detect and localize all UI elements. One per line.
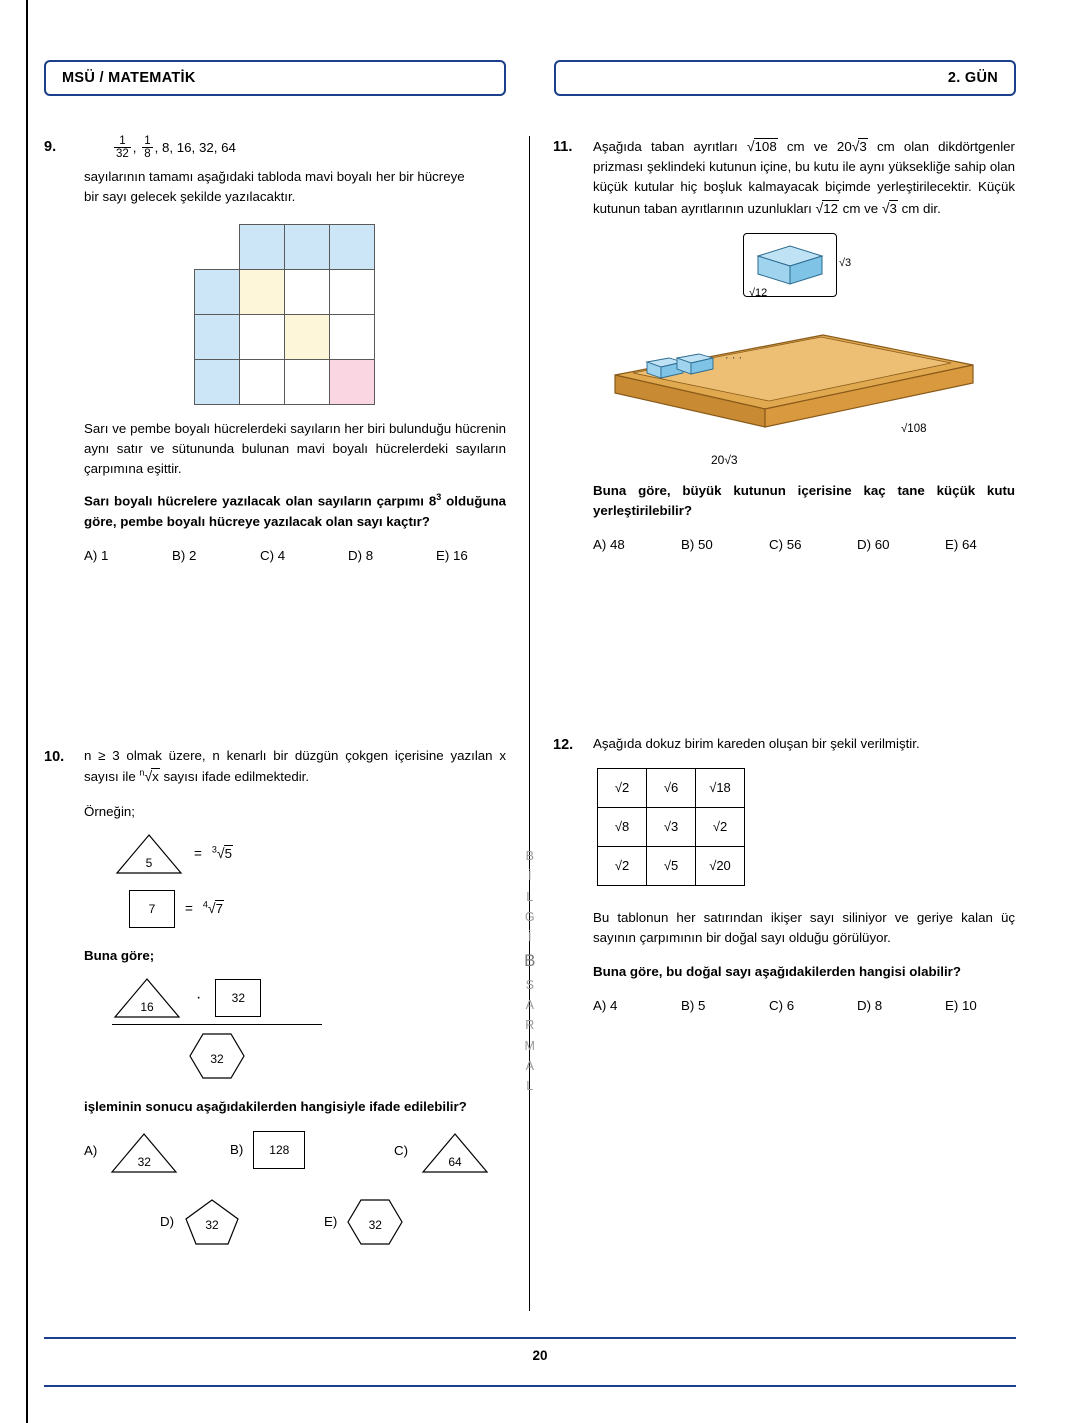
q11-stem-e: cm dir. (897, 200, 941, 216)
header-subject-label: MSÜ / MATEMATİK (62, 70, 196, 86)
root-radicand: 5 (224, 846, 232, 862)
svg-text:· · ·: · · · (725, 351, 743, 364)
header-subject-box (44, 60, 506, 96)
choice-b-label: B) (230, 1142, 244, 1158)
fraction-1-32: $\frac{1}{32}$ (116, 135, 129, 161)
sqrt-icon: √3 (881, 199, 897, 216)
choice-b[interactable]: B) 5 (681, 998, 706, 1014)
table-row (195, 269, 375, 314)
big-box-icon (573, 313, 993, 453)
page-content (44, 60, 1016, 1360)
sqrt-icon: √3 (851, 138, 867, 154)
table-row (598, 846, 745, 885)
fraction-bar (112, 1024, 322, 1025)
grid-cell-yellow (285, 314, 330, 359)
grid-cell-blue (195, 314, 240, 359)
q9-p3-exponent: 3 (436, 492, 442, 503)
fourth-root-icon: $^4$√7 (202, 899, 223, 917)
triangle-value: 32 (137, 1155, 151, 1170)
choice-a[interactable]: A) 1 (84, 547, 109, 563)
question-12-number: 12. (553, 736, 574, 753)
table-cell: √3 (647, 807, 696, 846)
root-index: 3 (211, 844, 217, 855)
page-number: 20 (532, 1348, 548, 1363)
sqrt-icon: √12 (815, 199, 838, 216)
question-10-stem (84, 746, 506, 787)
choice-e[interactable]: E) 64 (945, 537, 977, 553)
triangle-shape (109, 1131, 179, 1175)
grid-cell-blue (285, 224, 330, 269)
question-9-line1: sayılarının tamamı aşağıdaki tabloda mavi boyalı her bir hücreye (84, 169, 465, 185)
equals-sign: = (185, 900, 193, 916)
grid-cell-yellow (240, 269, 285, 314)
square-value: 32 (231, 990, 245, 1005)
question-11 (553, 136, 1015, 556)
square-shape (129, 890, 175, 928)
root-radicand: 12 (823, 200, 838, 216)
square-shape (215, 979, 261, 1017)
question-10-number: 10. (44, 749, 65, 766)
square-value: 128 (269, 1143, 290, 1158)
question-9 (44, 136, 506, 566)
choice-e[interactable]: E) 16 (436, 547, 468, 563)
triangle-value: 5 (145, 855, 153, 870)
question-11-stem (593, 136, 1015, 219)
q11-stem-c: cm olan dikdörtgenler prizması şeklindeki kutunun içine, bu kutu ile aynı yüksekliğe sahip olan küçük kutular hiç boşluk kalmayacak biçimde yerleştirilecektir. Küçük kutunun taban ayrıtlarının uzunlukları (593, 139, 1015, 216)
hexagon-value: 32 (368, 1218, 382, 1233)
question-10 (44, 746, 506, 1261)
nth-root-icon: $^n$√x (139, 767, 159, 785)
grid-cell-white (240, 359, 285, 404)
left-column (44, 136, 506, 1261)
question-11-choices (593, 535, 1015, 555)
page-left-rule (26, 0, 28, 1423)
q11-stem-d: cm ve (838, 200, 882, 216)
choice-e[interactable] (324, 1197, 403, 1247)
footer-rule-top (44, 1337, 1016, 1339)
triangle-value: 16 (140, 1000, 154, 1015)
triangle-value: 64 (448, 1155, 462, 1170)
grid-cell-blue (195, 359, 240, 404)
root-radicand: 3 (859, 139, 867, 154)
question-10-example-label: Örneğin; (84, 803, 135, 819)
choice-d[interactable] (160, 1197, 240, 1247)
hexagon-shape (189, 1031, 245, 1081)
question-9-sequence: , 8, 16, 32, 64 (154, 140, 236, 156)
table-row (598, 768, 745, 807)
question-11-figure (553, 233, 1015, 503)
pentagon-shape (184, 1197, 240, 1247)
question-11-question: Buna göre, büyük kutunun içerisine kaç tane küçük kutu yerleştirilebilir? (593, 482, 1015, 519)
choice-c-label: C) (394, 1143, 409, 1159)
question-9-number: 9. (44, 139, 57, 155)
equals-sign: = (194, 845, 202, 861)
question-12-choices (593, 996, 1015, 1016)
choice-d-label: D) (160, 1214, 175, 1230)
question-11-number: 11. (553, 139, 573, 155)
question-10-example-2 (129, 890, 506, 928)
grid-cell-white (330, 269, 375, 314)
page-header (44, 60, 1016, 96)
right-column (553, 136, 1015, 1017)
square-value: 7 (148, 901, 156, 916)
question-10-example-1 (114, 832, 506, 876)
choice-c[interactable]: C) 4 (260, 547, 286, 563)
root-radicand: 108 (754, 139, 777, 154)
q11-stem-a: Aşağıda taban ayrıtları (593, 139, 747, 154)
question-12-question: Buna göre, bu doğal sayı aşağıdakilerden hangisi olabilir? (593, 964, 961, 980)
table-cell: √5 (647, 846, 696, 885)
question-9-choices (84, 546, 506, 566)
choice-c[interactable] (394, 1131, 490, 1175)
table-cell: √8 (598, 807, 647, 846)
header-day-box (554, 60, 1016, 96)
question-9-grid (194, 224, 375, 405)
choice-a[interactable]: A) 4 (593, 998, 618, 1014)
q10-stem-a: n ≥ 3 olmak üzere, n kenarlı bir düzgün çokgen içerisine yazılan x sayısı ile (84, 748, 506, 785)
root-index: n (139, 767, 145, 778)
choice-b[interactable] (230, 1131, 305, 1169)
big-box-width-label: 20√3 (711, 452, 738, 467)
triangle-shape (114, 832, 184, 876)
question-10-bunagore: Buna göre; (84, 947, 155, 963)
small-box-width-label: √12 (749, 286, 768, 299)
table-row (598, 807, 745, 846)
question-10-expression (112, 976, 506, 1081)
grid-cell-blue (240, 224, 285, 269)
choice-e[interactable]: E) 10 (945, 998, 977, 1014)
grid-cell-white (240, 314, 285, 359)
sqrt-icon: √108 (746, 138, 777, 154)
header-day-label: 2. GÜN (947, 70, 998, 86)
table-cell: √2 (696, 807, 745, 846)
q9-p3-part-a: Sarı boyalı hücrelere yazılacak olan sayıların çarpımı 8 (84, 493, 437, 509)
hexagon-shape (347, 1197, 403, 1247)
table-row (195, 224, 375, 269)
question-9-stem: $\frac{1}{32}$ , $\frac{1}{8}$ , 8, 16, 32, 64 sayılarının tamamı aşağıdaki tabloda mavi boyalı her bir hücreye bir sayı gelecek şekilde yazılacaktır. (84, 136, 506, 208)
table-cell: √6 (647, 768, 696, 807)
hexagon-value: 32 (210, 1052, 224, 1067)
choice-b[interactable]: B) 50 (681, 537, 713, 553)
root-index: 4 (202, 899, 208, 910)
q9-p3-part-b: olduğuna göre, pembe boyalı hücreye yazılacak olan sayı kaçtır? (84, 493, 506, 529)
grid-cell-white (285, 269, 330, 314)
question-12 (553, 734, 1015, 1017)
question-10-choices (84, 1131, 506, 1261)
root-radicand: 7 (215, 901, 223, 917)
multiplication-dot: · (196, 988, 202, 1006)
choice-d[interactable]: D) 8 (348, 547, 374, 563)
pentagon-value: 32 (205, 1218, 219, 1233)
small-box-height-label: √3 (839, 256, 852, 269)
triangle-shape (112, 976, 182, 1020)
cube-root-icon: $^3$√5 (211, 844, 232, 862)
choice-c[interactable]: C) 6 (769, 998, 795, 1014)
square-shape (253, 1131, 305, 1169)
question-9-line2: bir sayı gelecek şekilde yazılacaktır. (84, 189, 296, 205)
table-cell: √18 (696, 768, 745, 807)
root-radicand: x (152, 769, 159, 785)
grid-cell-blue (195, 269, 240, 314)
grid-cell-blue (330, 224, 375, 269)
q10-stem-b: sayısı ifade edilmektedir. (159, 769, 310, 785)
grid-cell-white (285, 359, 330, 404)
grid-cell-white (330, 314, 375, 359)
column-divider (529, 136, 530, 1311)
big-box-depth-label: √108 (901, 422, 927, 435)
question-10-question: işleminin sonucu aşağıdakilerden hangisiyle ifade edilebilir? (84, 1099, 467, 1115)
table-row (195, 359, 375, 404)
question-9-paragraph-2: Sarı ve pembe boyalı hücrelerdeki sayıların her biri bulunduğu hücrenin aynı satır ve sütununda bulunan mavi boyalı hücrelerdeki sayıların çarpımına eşittir. (84, 420, 506, 476)
question-12-paragraph-2: Bu tablonun her satırından ikişer sayı siliniyor ve geriye kalan üç sayının çarpımının bir doğal sayı olduğu görülüyor. (593, 909, 1015, 945)
choice-c[interactable]: C) 56 (769, 537, 802, 553)
table-cell: √2 (598, 846, 647, 885)
fraction-1-8: $\frac{1}{8}$ (144, 135, 151, 161)
grid-cell-empty (195, 224, 240, 269)
table-cell: √2 (598, 768, 647, 807)
triangle-shape (420, 1131, 490, 1175)
question-12-table (597, 768, 745, 886)
choice-a[interactable] (84, 1131, 179, 1175)
choice-d[interactable]: D) 60 (857, 537, 890, 553)
choice-b[interactable]: B) 2 (172, 547, 197, 563)
side-watermark-text: B İ L G İ B S A R M A L (524, 849, 536, 1094)
choice-a-label: A) (84, 1143, 98, 1159)
table-row (195, 314, 375, 359)
choice-d[interactable]: D) 8 (857, 998, 883, 1014)
root-radicand: 3 (889, 200, 897, 216)
table-cell: √20 (696, 846, 745, 885)
question-9-paragraph-3 (84, 491, 506, 532)
choice-a[interactable]: A) 48 (593, 537, 625, 553)
question-12-stem: Aşağıda dokuz birim kareden oluşan bir şekil verilmiştir. (593, 735, 920, 751)
footer-rule-bottom (44, 1385, 1016, 1387)
choice-e-label: E) (324, 1214, 338, 1230)
grid-cell-pink (330, 359, 375, 404)
q11-stem-b: cm ve 20 (777, 139, 852, 154)
